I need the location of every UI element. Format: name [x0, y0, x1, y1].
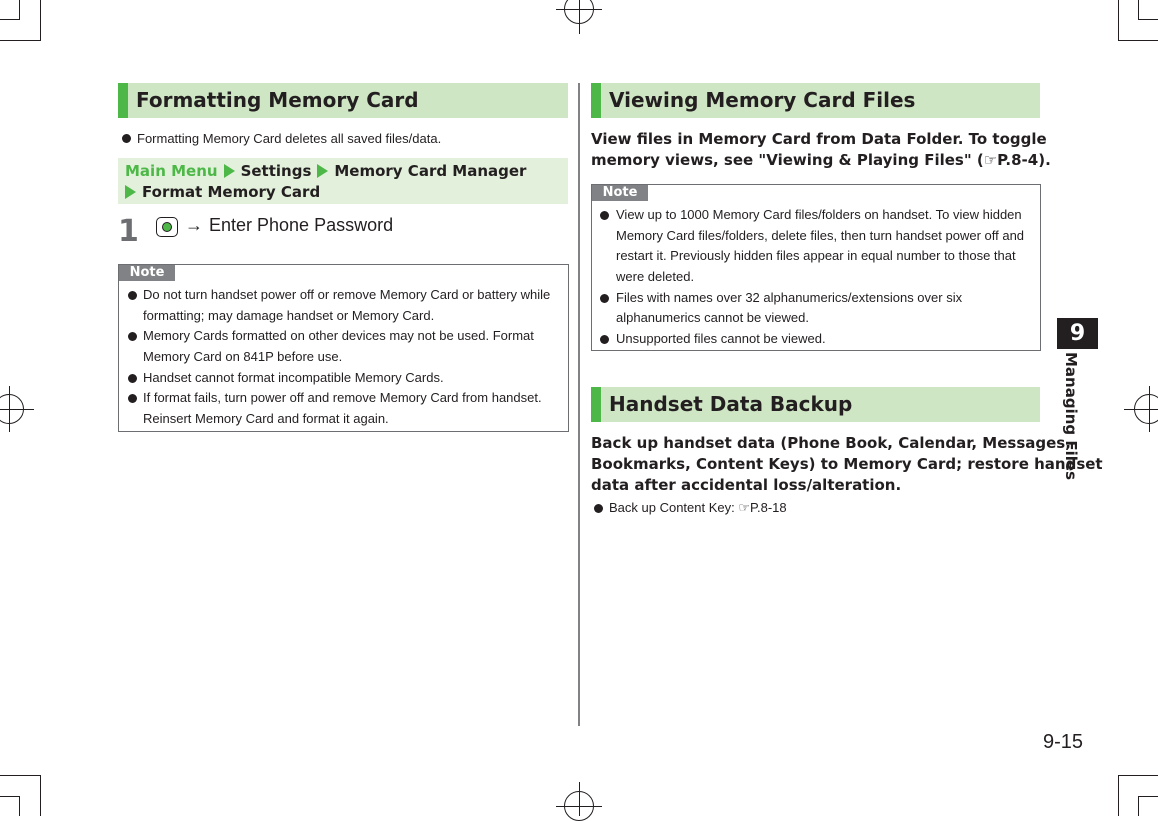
section-heading-viewing — [591, 83, 1040, 118]
intro-bullet-text: Formatting Memory Card deletes all saved files/data. — [137, 131, 442, 146]
viewing-intro: View files in Memory Card from Data Folder. To toggle — [591, 130, 1047, 148]
menu-settings: Settings — [240, 162, 312, 180]
note-text: were deleted. — [616, 269, 695, 284]
backup-bullet: Back up Content Key: ☞P.8-18 — [609, 500, 787, 515]
step-text: Enter Phone Password — [209, 215, 394, 235]
note-text: Memory Card files/folders, delete files, then turn handset power off and — [616, 228, 1025, 243]
column-divider — [578, 83, 580, 726]
bullet-icon — [600, 211, 609, 220]
bullet-icon — [600, 294, 609, 303]
step-number: 1 — [118, 214, 139, 249]
note-text: View up to 1000 Memory Card files/folders on handset. To view hidden — [616, 207, 1022, 222]
note-text: Unsupported files cannot be viewed. — [616, 331, 826, 346]
backup-intro: Bookmarks, Content Keys) to Memory Card; restore handset — [591, 455, 1103, 473]
chapter-title-text: Managing Files — [1062, 352, 1080, 480]
section-title: Viewing Memory Card Files — [609, 88, 916, 112]
bullet-icon — [128, 374, 137, 383]
bullet-icon — [122, 134, 131, 143]
menu-path — [118, 158, 568, 204]
note-text: Handset cannot format incompatible Memory Cards. — [143, 370, 444, 385]
viewing-intro: memory views, see "Viewing & Playing Files" (☞P.8-4). — [591, 151, 1051, 169]
note-text: Reinsert Memory Card and format it again. — [143, 411, 389, 426]
page-number: 9-15 — [1043, 731, 1084, 753]
triangle-arrow-icon — [317, 164, 328, 178]
triangle-arrow-icon — [125, 185, 136, 199]
note-label: Note — [119, 265, 175, 281]
menu-memory-card-manager: Memory Card Manager — [334, 162, 527, 180]
chapter-title — [1060, 352, 1096, 482]
bullet-icon — [128, 394, 137, 403]
section-heading-backup — [591, 387, 1040, 422]
note-text: Do not turn handset power off or remove Memory Card or battery while — [143, 287, 551, 302]
bullet-icon — [128, 332, 137, 341]
center-key-icon — [156, 217, 178, 237]
section-heading-formatting — [118, 83, 568, 118]
triangle-arrow-icon — [224, 164, 235, 178]
bullet-icon — [128, 291, 137, 300]
section-title: Formatting Memory Card — [136, 88, 419, 112]
note-text: Memory Card on 841P before use. — [143, 349, 343, 364]
backup-intro: data after accidental loss/alteration. — [591, 476, 902, 494]
note-text: Files with names over 32 alphanumerics/extensions over six — [616, 290, 963, 305]
chapter-number-tab: 9 — [1057, 318, 1098, 349]
note-text: restart it. Previously hidden files appear in equal number to those that — [616, 248, 1016, 263]
menu-format-memory-card: Format Memory Card — [142, 183, 321, 201]
note-text: Memory Cards formatted on other devices may not be used. Format — [143, 328, 534, 343]
section-title: Handset Data Backup — [609, 392, 853, 416]
menu-main: Main Menu — [125, 162, 218, 180]
bullet-icon — [600, 335, 609, 344]
note-text: formatting; may damage handset or Memory Card. — [143, 308, 435, 323]
bullet-icon — [594, 504, 603, 513]
note-label: Note — [592, 185, 648, 201]
note-text: If format fails, turn power off and remove Memory Card from handset. — [143, 390, 542, 405]
step-arrow: → — [185, 215, 203, 235]
backup-intro: Back up handset data (Phone Book, Calendar, Messages, — [591, 434, 1071, 452]
note-text: alphanumerics cannot be viewed. — [616, 310, 809, 325]
